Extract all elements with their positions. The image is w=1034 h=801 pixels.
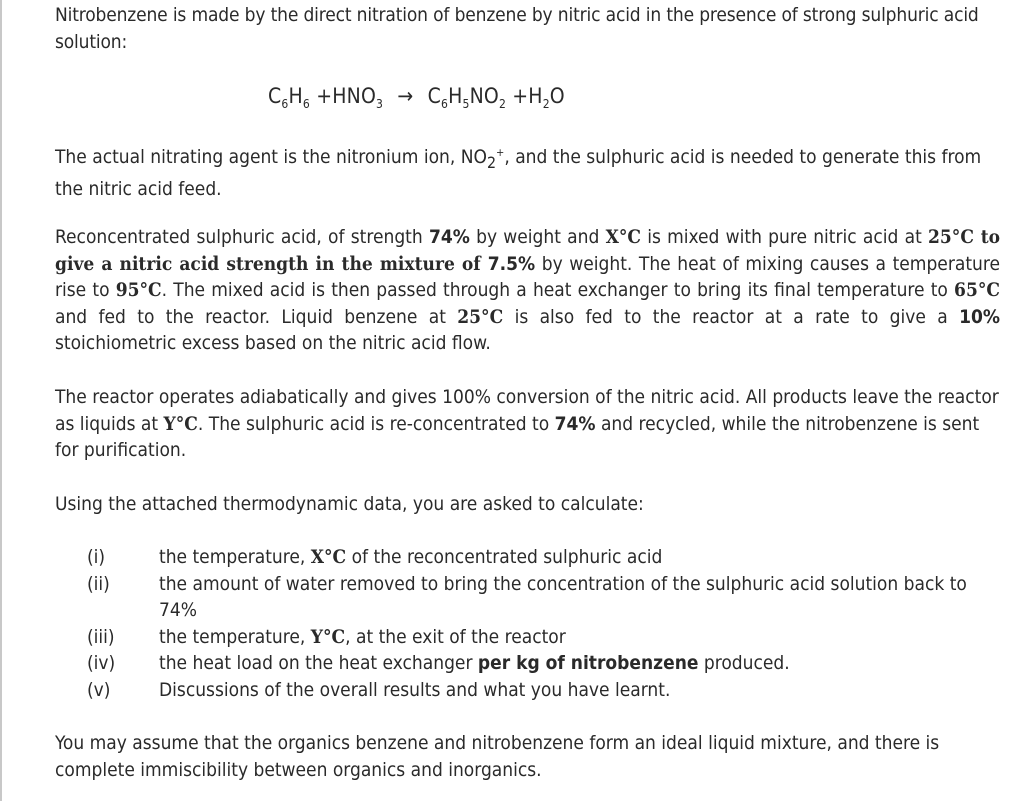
assumption-paragraph: You may assume that the organics benzene and nitrobenzene form an ideal liquid mixture, and there is complete immiscibility between organics and inorganics.: [55, 732, 940, 781]
agent-sup: +: [496, 146, 505, 159]
eq-plus: +: [316, 84, 333, 108]
item-bold: per kg of nitrobenzene: [477, 652, 699, 674]
agent-sub: 2: [486, 152, 497, 172]
mixing-paragraph: [55, 224, 1000, 357]
reactor-text: and recycled, while the nitrobenzene is sent for purification.: [55, 412, 980, 461]
list-item: [87, 624, 1000, 651]
item-text: [159, 650, 1000, 677]
mixing-text: is also fed to the reactor at a rate to give a: [503, 305, 960, 328]
eq-sub: 6: [302, 97, 310, 111]
item-pre: the temperature,: [159, 546, 311, 568]
mixing-text: Reconcentrated sulphuric acid, of strength: [55, 226, 429, 248]
item-number: (v): [87, 678, 111, 701]
item-pre: the temperature,: [159, 625, 311, 648]
eq-water-h: H: [528, 84, 543, 108]
reactor-bold: 74%: [554, 412, 596, 435]
eq-plus: +: [512, 84, 529, 108]
mixing-text: by weight and: [469, 226, 606, 248]
item-text: [159, 677, 1000, 704]
intro-paragraph: Nitrobenzene is made by the direct nitration of benzene by nitric acid in the presence of strong sulphuric acid solution:: [55, 4, 979, 53]
mixing-text: and fed to the reactor. Liquid benzene at: [55, 305, 458, 328]
mixing-text: is mixed with pure nitric acid at: [640, 226, 928, 248]
eq-sub: 3: [376, 97, 384, 111]
eq-nitric-acid: HNO: [332, 84, 377, 108]
list-item: [87, 677, 1000, 704]
mixing-text: stoichiometric excess based on the nitric acid flow.: [55, 332, 491, 354]
eq-nitrobenzene-c: C: [427, 84, 441, 108]
item-number: (i): [87, 546, 106, 568]
mixing-text: by weight. The heat of mixing causes a temperature rise to: [55, 252, 1000, 301]
item-text: [159, 544, 1000, 571]
list-item: [87, 650, 1000, 677]
item-number: (ii): [87, 572, 110, 595]
mixing-bold: 25°C: [457, 305, 504, 328]
eq-benzene-h: H: [288, 84, 303, 108]
reactor-bold: Y°C: [163, 412, 198, 435]
list-item: [87, 544, 1000, 571]
reactor-text: The reactor operates adiabatically and gives 100% conversion of the nitric acid. All products leave the reactor as liquids at: [55, 386, 999, 435]
eq-sub: 5: [462, 97, 470, 111]
mixing-bold: 7.5%: [487, 252, 536, 275]
item-text: [159, 571, 1000, 624]
item-post: of the reconcentrated sulphuric acid: [346, 546, 663, 568]
mixing-bold: X°C: [605, 226, 641, 248]
eq-arrow: →: [397, 84, 414, 108]
mixing-bold: 65°C: [954, 279, 1000, 301]
agent-text: The actual nitrating agent is the nitronium ion, NO: [55, 146, 487, 168]
mixing-bold: 95°C: [115, 279, 162, 301]
item-pre: the amount of water removed to bring the concentration of the sulphuric acid solution back to 74%: [159, 572, 967, 621]
eq-sub: 6: [281, 97, 289, 111]
item-post: , at the exit of the reactor: [345, 625, 566, 648]
item-number: (iii): [87, 625, 115, 648]
eq-nitrobenzene-h: H: [448, 84, 463, 108]
item-pre: the heat load on the heat exchanger: [159, 652, 478, 674]
item-bold: X°C: [310, 546, 347, 568]
question-list: [87, 544, 1000, 703]
eq-sub: 6: [440, 97, 449, 111]
reaction-equation: [268, 83, 565, 110]
eq-sub: 2: [542, 97, 550, 111]
list-item: [87, 571, 1000, 624]
reactor-paragraph: [55, 384, 1000, 464]
item-bold: Y°C: [310, 625, 346, 648]
task-paragraph: Using the attached thermodynamic data, you are asked to calculate:: [55, 493, 644, 515]
item-pre: Discussions of the overall results and what you have learnt.: [159, 678, 671, 701]
mixing-bold: 10%: [959, 305, 1000, 328]
nitrating-agent-paragraph: [55, 144, 1000, 203]
eq-sub: 2: [498, 97, 507, 111]
mixing-text: . The mixed acid is then passed through a heat exchanger to bring its final temperature to: [161, 279, 955, 301]
item-number: (iv): [87, 652, 116, 674]
reactor-text: . The sulphuric acid is re-concentrated to: [197, 412, 555, 435]
item-text: [159, 624, 1000, 651]
item-post: produced.: [698, 652, 790, 674]
page-left-edge: [0, 0, 2, 801]
mixing-bold: 74%: [428, 226, 470, 248]
agent-text: , and the sulphuric acid is needed to generate this from the nitric acid feed.: [55, 146, 982, 201]
eq-water-o: O: [549, 84, 565, 108]
eq-benzene-c: C: [268, 84, 282, 108]
mixing-bold: 25°C to give a nitric acid strength in the mixture of: [55, 226, 1000, 275]
eq-nitrobenzene-no: NO: [469, 84, 499, 108]
